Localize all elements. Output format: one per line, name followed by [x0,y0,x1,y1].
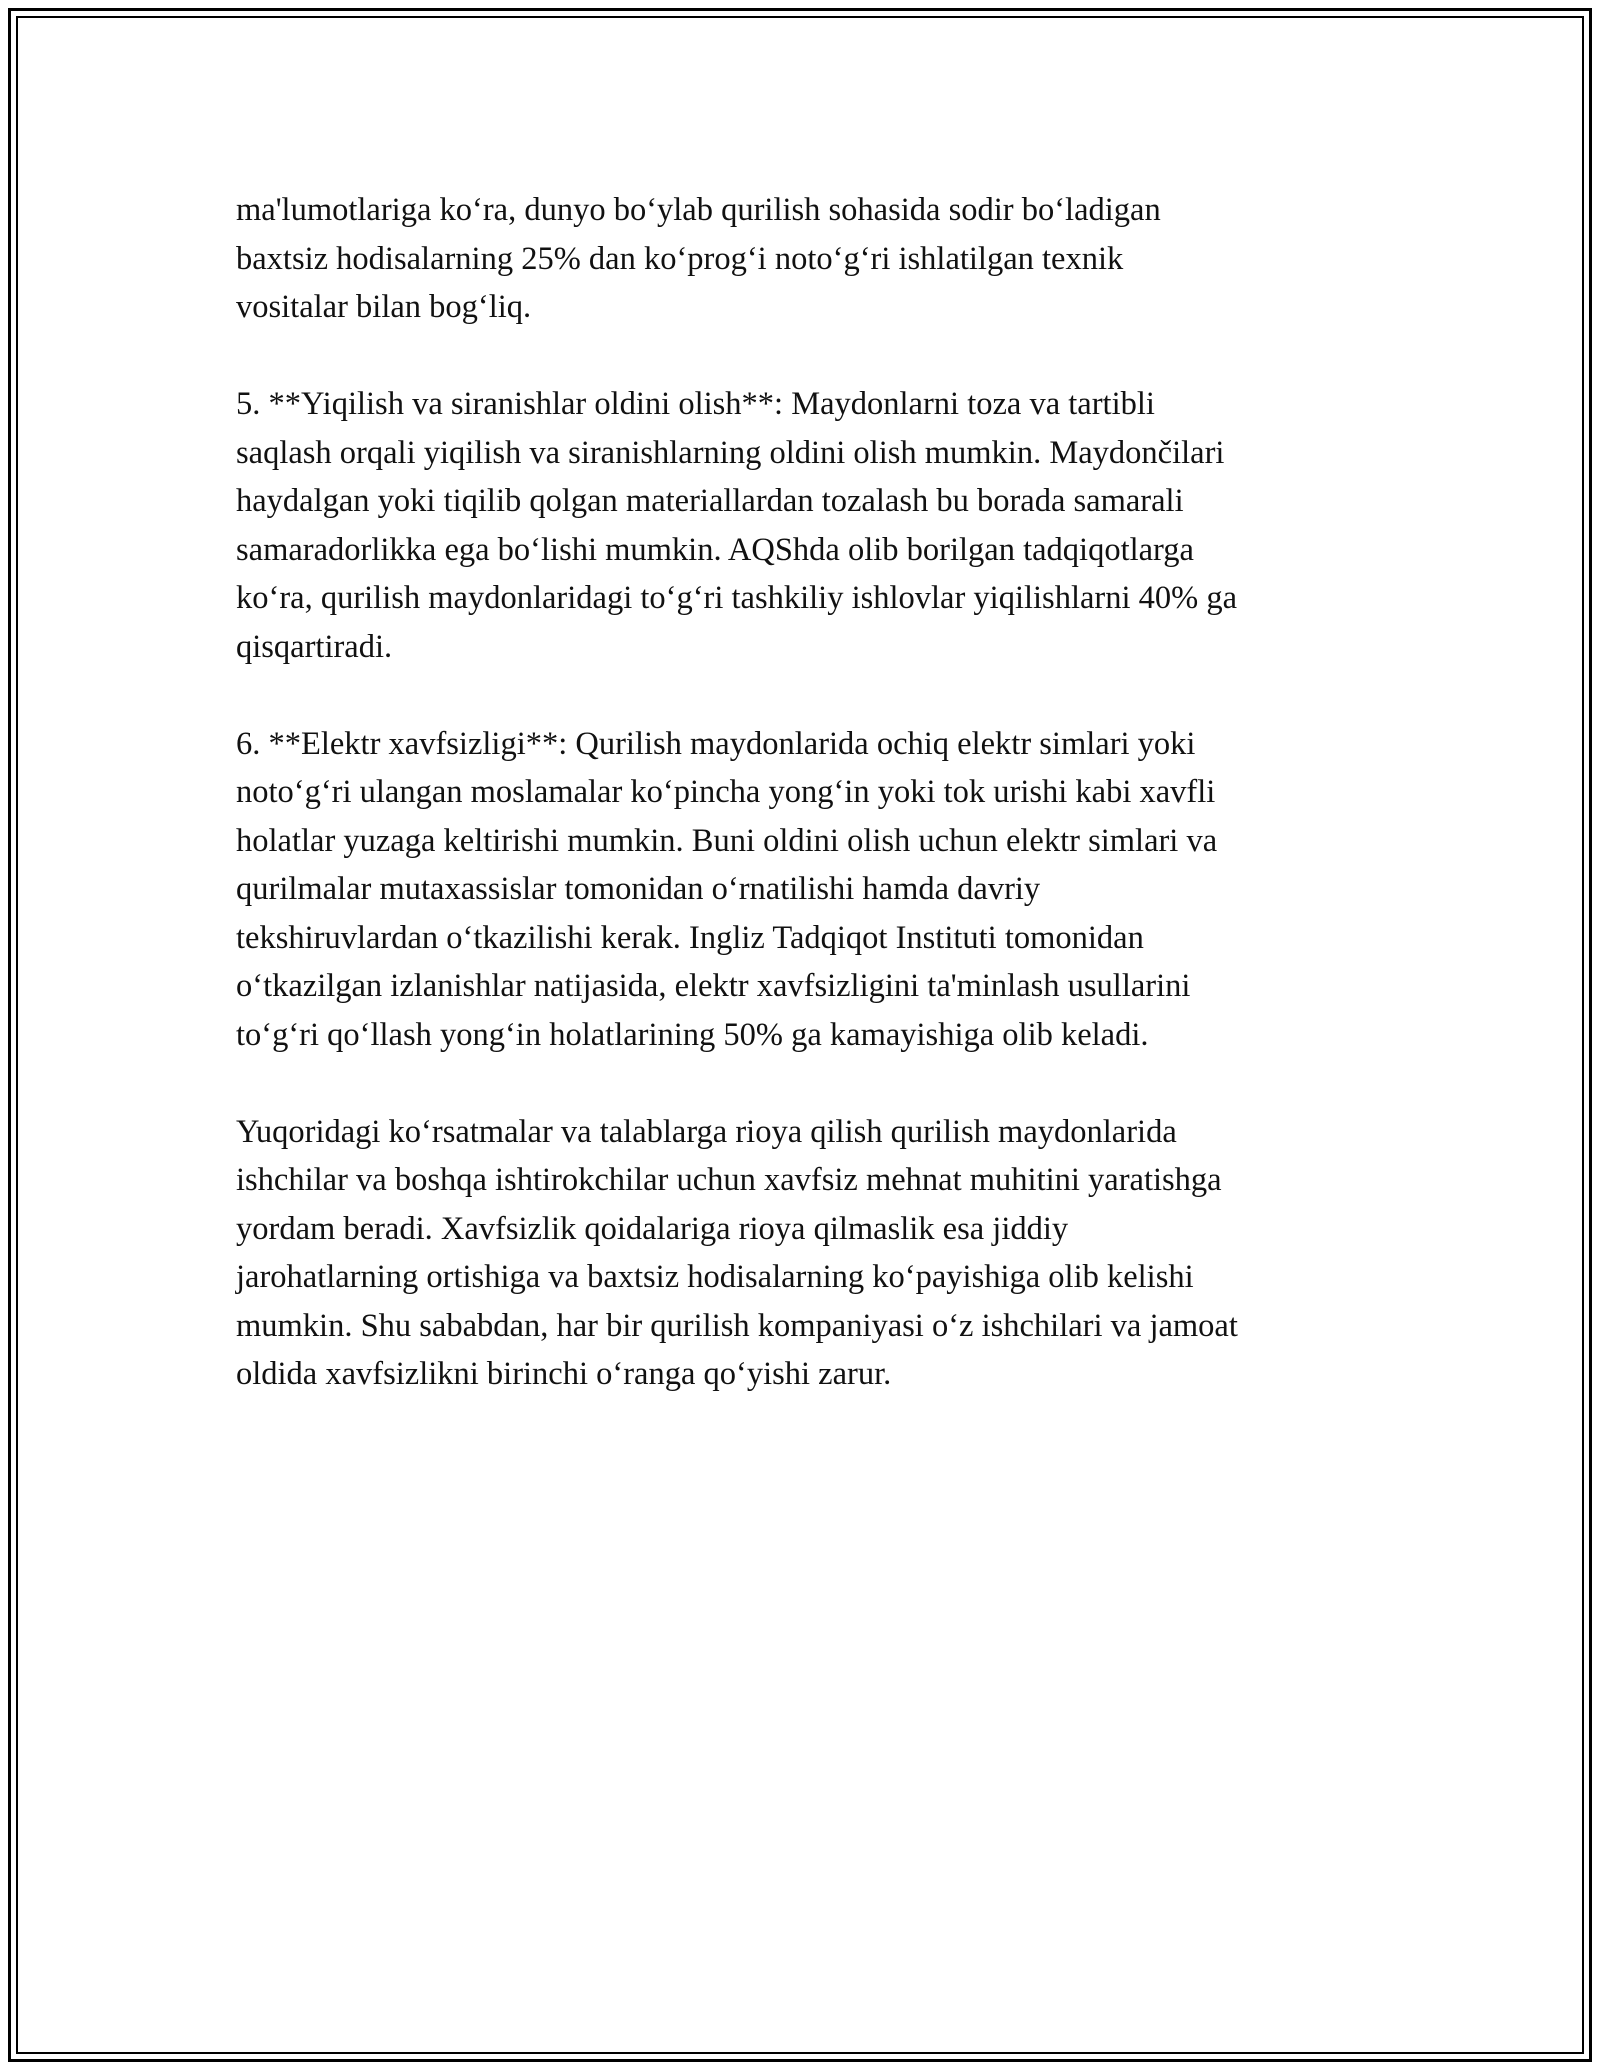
paragraph-electrical-safety: 6. **Elektr xavfsizligi**: Qurilish maydonlarida ochiq elektr simlari yoki noto‘g‘ri ulangan moslamalar ko‘pincha yong‘in yoki tok urishi kabi xavfli holatlar yuzaga keltirishi mumkin. Buni oldini olish uchun elektr simlari va qurilmalar mutaxassislar tomonidan o‘rnatilishi hamda davriy tekshiruvlardan o‘tkazilishi kerak. Ingliz Tadqiqot Instituti tomonidan o‘tkazilgan izlanishlar natijasida, elektr xavfsizligini ta'minlash usullarini to‘g‘ri qo‘llash yong‘in holatlarining 50% ga kamayishiga olib keladi. [236,725,1218,1053]
paragraph-fall-prevention: 5. **Yiqilish va siranishlar oldini olish**: Maydonlarni toza va tartibli saqlash orqali yiqilish va siranishlarning oldini olish mumkin. Maydončilari haydalgan yoki tiqilib qolgan materiallardan tozalash bu borada samarali samaradorlikka ega bo‘lishi mumkin. AQShda olib borilgan tadqiqotlarga ko‘ra, qurilish maydonlaridagi to‘g‘ri tashkiliy ishlovlar yiqilishlarni 40% ga qisqartiradi. [236,386,1237,665]
document-body [236,186,1386,1447]
paragraph-conclusion: Yuqoridagi ko‘rsatmalar va talablarga rioya qilish qurilish maydonlarida ishchilar va boshqa ishtirokchilar uchun xavfsiz mehnat muhitini yaratishga yordam beradi. Xavfsizlik qoidalariga rioya qilmaslik esa jiddiy jarohatlarning ortishiga va baxtsiz hodisalarning ko‘payishiga olib kelishi mumkin. Shu sababdan, har bir qurilish kompaniyasi o‘z ishchilari va jamoat oldida xavfsizlikni birinchi o‘ranga qo‘yishi zarur. [236,1113,1238,1392]
paragraph-statistics-intro: ma'lumotlariga ko‘ra, dunyo bo‘ylab qurilish sohasida sodir bo‘ladigan baxtsiz hodisalarning 25% dan ko‘prog‘i noto‘g‘ri ishlatilgan texnik vositalar bilan bog‘liq. [236,192,1161,325]
